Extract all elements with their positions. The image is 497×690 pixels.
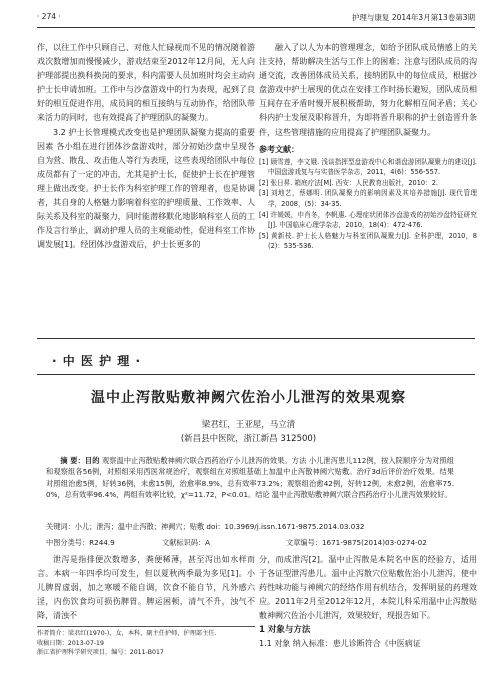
paragraph: 泄泻是指排便次数增多，粪便稀薄，甚至泻出如水样而言。本病一年四季均可发生，但以夏秋两季最为多见[1]。小儿脾胃虚弱，加之寒暖不能自调，饮食不能自节，凡外感六淫，内伤饮食均可损伤脾胃。脾运困顿，清气不升，浊气不降，清浊不 [37, 555, 255, 621]
footnotes [37, 626, 255, 658]
top-left-column [37, 41, 255, 252]
footnote-funding: 浙江省护理科学研究项目，编号：2011-B017 [37, 649, 164, 657]
abstract [46, 455, 454, 501]
clc-number: 中图分类号：R244.9 [46, 538, 115, 547]
paragraph: 3.2 护士长管理模式改变也是护理团队凝聚力提高的重要因素 各小组在进行团体沙盘游戏时，部分初始沙盘中呈现各自为营、散乱、攻击他人等行为表现，这些表现给团队中每位成员都有了一定的冲击，尤其是护士长，促使护士长在护理管理上做出改变。护士长作为科室护理工作的管理者，也是协调者，其自身的人格魅力影响着科室的护理质量、工作效率、人际关系及科室的凝聚力，同时能潜移默化地影响科室人员的工作及言行举止，调动护理人员的主观能动性，促进科室工作协调发展[1]。经团体沙盘游戏后，护士长更多的 [37, 127, 255, 250]
keywords: 关键词：小儿；泄泻；温中止泻散；神阙穴；贴敷 doi：10.3969/j.issn.1671-9875.2014.03.032 [46, 522, 365, 531]
reference-item: [1] 顾雪莲，李文娥. 浅谈指挥型盘游戏中心和谐盘游团队凝聚力的建设[J]. 中国盘游戏复与与实普医学杂志，2011，4(6)：556-557. [259, 157, 477, 177]
reference-item: [3] 刘地艺，蔡娜明. 团队凝聚力的影响因素及其培养措施[J]. 现代管理学，2008，(5)：34-35. [259, 189, 477, 209]
classification-line [46, 538, 454, 548]
abstract-text: 观察温中止泻散贴敷神阙穴联合西药治疗小儿泄泻的效果。方法 小儿泄泻患儿112例，按入院顺序分为对照组和观察组各56例，对照组采用西医常规治疗，观察组在对照组基础上加温中止泻散神阙穴贴敷。治疗3d后评价治疗效果。结果 对照组治愈5例，好转36例，未愈15例，治愈率8.9%，总有效率73.2%；观察组治愈42例，好转12例，未愈2例，治愈率75.0%，总有效率96.4%，两组有效率比较，χ²=11.72，P<0.01。结论 温中止泻散贴敷神阙穴联合西药治疗小儿泄泻效果较好。 [46, 456, 454, 500]
section-divider [37, 374, 475, 375]
top-right-column [259, 41, 477, 252]
paragraph: 融入了以人为本的管理理念，如给予团队成员情感上的关注支持，帮助解决生活与工作上的困难；注意与团队成员的沟通交流，改善团体成员关系，接纳团队中的每位成员，根据沙盘游戏中护士展现的优点在安排工作时扬长避短，团队成员相互间存在矛盾时慢开展积极帮助，努力化解相互间矛盾；关心科内护士发展及职称晋升，为即将晋升职称的护士创造晋升条件，这些管理措施的应用提高了护理团队凝聚力。 [259, 43, 477, 137]
document-code: 文献标识码：A [162, 538, 211, 547]
bottom-right-column [259, 553, 477, 652]
paragraph: 1.1 对象 纳入标准：患儿诊断符合《中医病证 [259, 639, 421, 649]
reference-item: [5] 黄新枝. 护士长人格魅力与科室团队凝聚力[J]. 全科护理，2010，8(2)：535-536. [259, 231, 477, 251]
page-number: · 274 · [37, 12, 61, 21]
article-number: 文章编号：1671-9875(2014)03-0274-02 [286, 538, 427, 547]
running-header [37, 9, 475, 28]
paragraph: 分，而成泄泻[2]。温中止泻散是本院名中医的经验方，适用于各证型泄泻患儿。温中止泻散穴位贴敷佐治小儿泄泻，使中药性味功能与神阙穴的经络作用有机结合，发挥明显的药理效应。2011年2月至2012年12月，本院儿科采用温中止泻散贴敷神阙穴佐治小儿泄泻，效果较好，现报告如下。 [259, 555, 477, 621]
journal-citation: 护理与康复 2014年3月第13卷第3期 [351, 13, 475, 22]
abstract-label: 摘 要：目的 [60, 456, 100, 465]
section-heading: 1 对象与方法 [259, 625, 311, 636]
footnote-received: 收稿日期：2013-07-19 [37, 639, 104, 647]
section-divider [37, 338, 475, 339]
footnote-author: 作者简介：梁君红(1970-)，女，本科，副主任护师，护理部主任. [37, 630, 217, 637]
section-label: · 中 医 护 理 · [52, 354, 142, 368]
bottom-left-column [37, 553, 255, 623]
article-authors: 梁君红，王亚屋，马立清 [201, 420, 296, 430]
article-title: 温中止泻散贴敷神阙穴佐治小儿泄泻的效果观察 [91, 390, 406, 406]
reference-item: [2] 张日昇. 箱庭疗法[M]. 西安：人民教育出版社，2010：2. [259, 178, 439, 187]
paragraph: 作，以往工作中只顾自己、对他人忙碌视而不见的情况随着游戏次数增加而慢慢减少，游戏结束至2012年12月间，无人向护理部提出换科换岗的要求，科内需要人员加班时均会主动向护士长申请加班。工作中与沙盘游戏中的行为表现，起到了良好的相互促进作用，成员间的相互接纳与互动协作，给团队带来活力的同时，也有效提高了护理团队的凝聚力。 [37, 43, 255, 123]
article-affiliation: (新昌县中医院，浙江新昌 312500) [180, 434, 317, 444]
reference-item: [4] 许媛媛，申肖冬，李帆惠. 心理症状团体沙盘游戏的初始沙盘特征研究[J]. 中国临床心理学杂志，2010，18(4)：472-476. [259, 210, 477, 230]
references-heading: 参考文献： [259, 144, 299, 154]
